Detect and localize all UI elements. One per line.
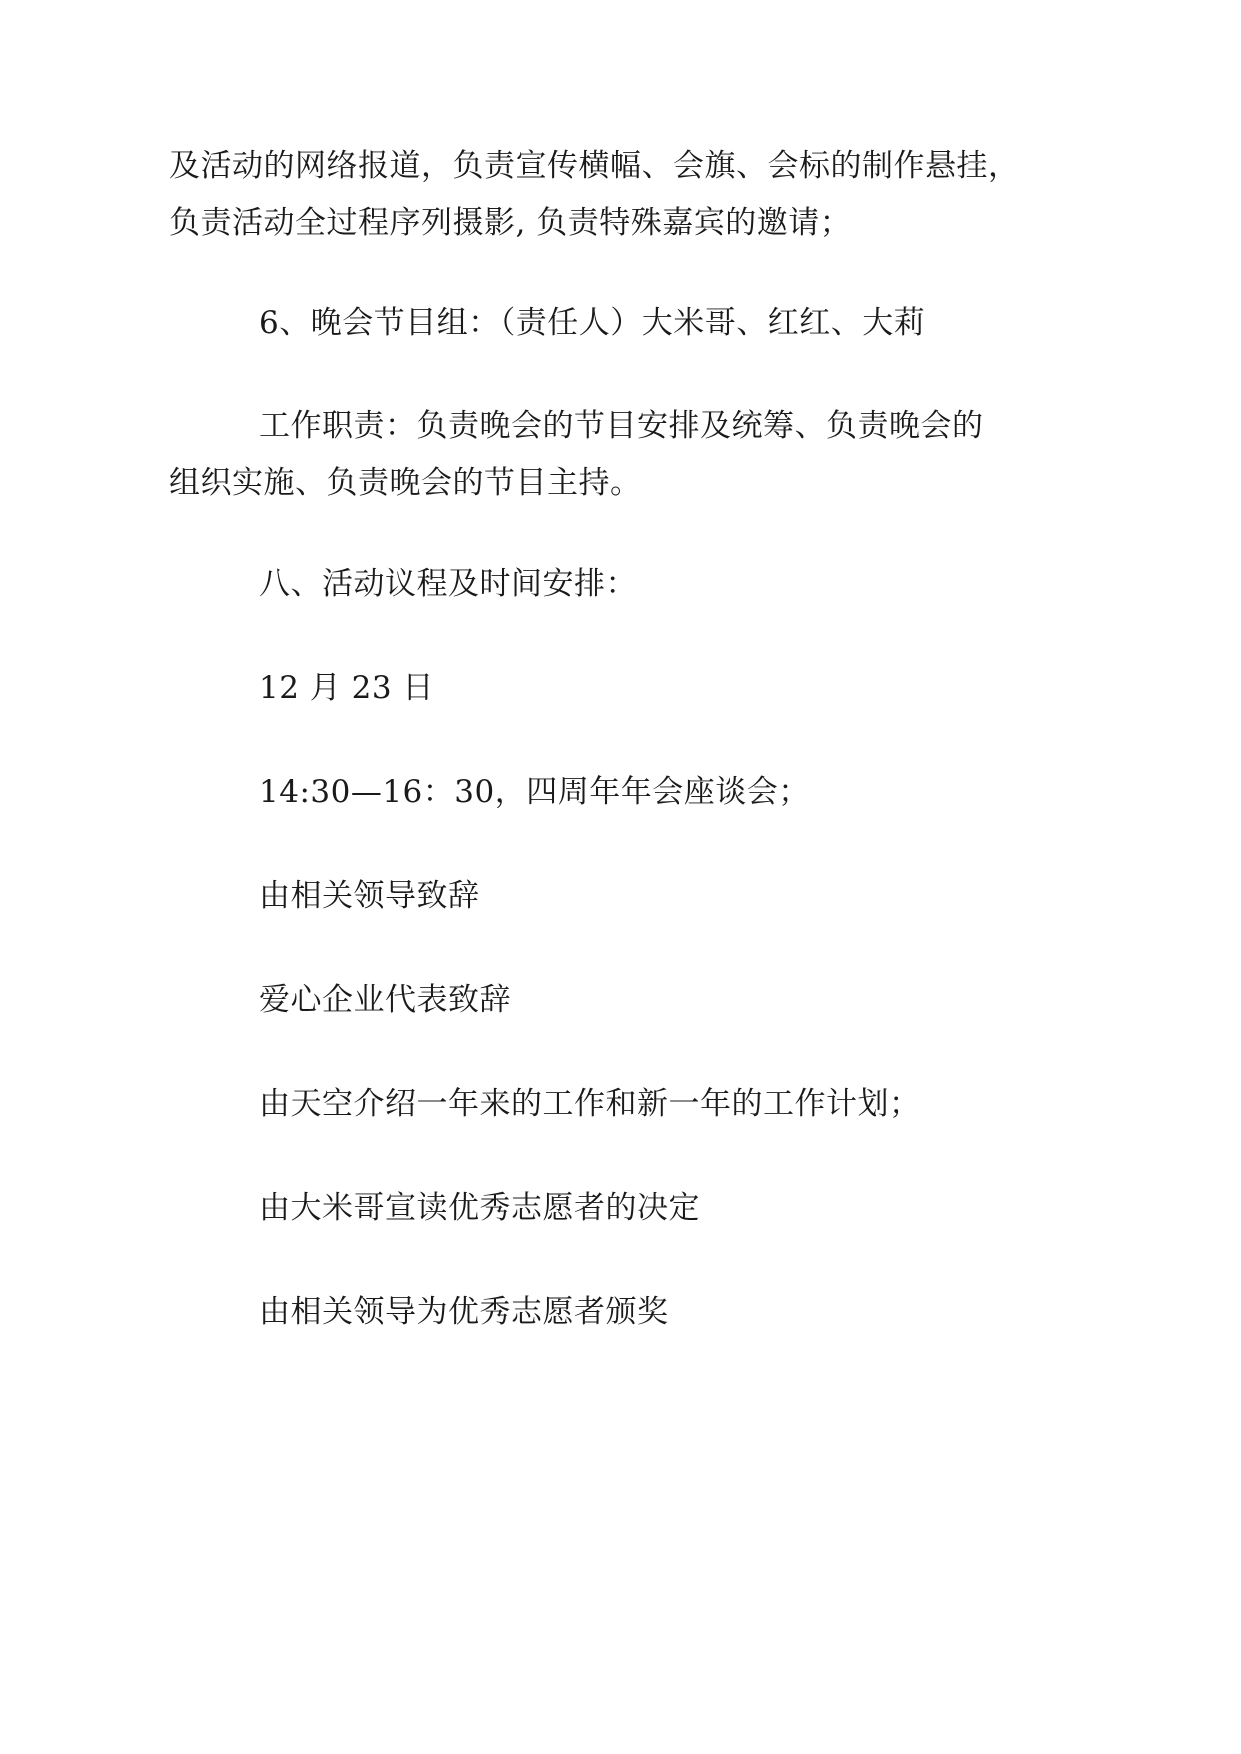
paragraph-publicity-duties [169, 138, 1020, 252]
text-line: 由相关领导致辞 [259, 878, 480, 914]
text-line: 负责活动全过程序列摄影, 负责特殊嘉宾的邀请； [169, 205, 852, 241]
text-line: 及活动的网络报道，负责宣传横幅、会旗、会标的制作悬挂， [169, 148, 1020, 184]
agenda-time-slot [259, 764, 810, 821]
text-line: 12 月 23 日 [259, 670, 434, 706]
text-line: 工作职责：负责晚会的节目安排及统筹、负责晚会的 [259, 408, 984, 444]
text-line: 由大米哥宣读优秀志愿者的决定 [259, 1190, 700, 1226]
agenda-item [259, 972, 511, 1029]
text-line: 14:30—16：30，四周年年会座谈会； [259, 774, 810, 810]
agenda-item [259, 1076, 921, 1133]
paragraph-job-duties [169, 398, 984, 512]
text-line: 爱心企业代表致辞 [259, 982, 511, 1018]
text-line: 由天空介绍一年来的工作和新一年的工作计划； [259, 1086, 921, 1122]
agenda-date [259, 660, 434, 717]
text-line: 组织实施、负责晚会的节目主持。 [169, 465, 642, 501]
agenda-item [259, 868, 480, 925]
agenda-item [259, 1284, 669, 1341]
section-heading-agenda [259, 556, 637, 613]
paragraph-evening-program-group [259, 295, 925, 352]
agenda-item [259, 1180, 700, 1237]
text-line: 6、晚会节目组：（责任人）大米哥、红红、大莉 [259, 305, 926, 341]
text-line: 由相关领导为优秀志愿者颁奖 [259, 1294, 669, 1330]
text-line: 八、活动议程及时间安排： [259, 566, 637, 602]
